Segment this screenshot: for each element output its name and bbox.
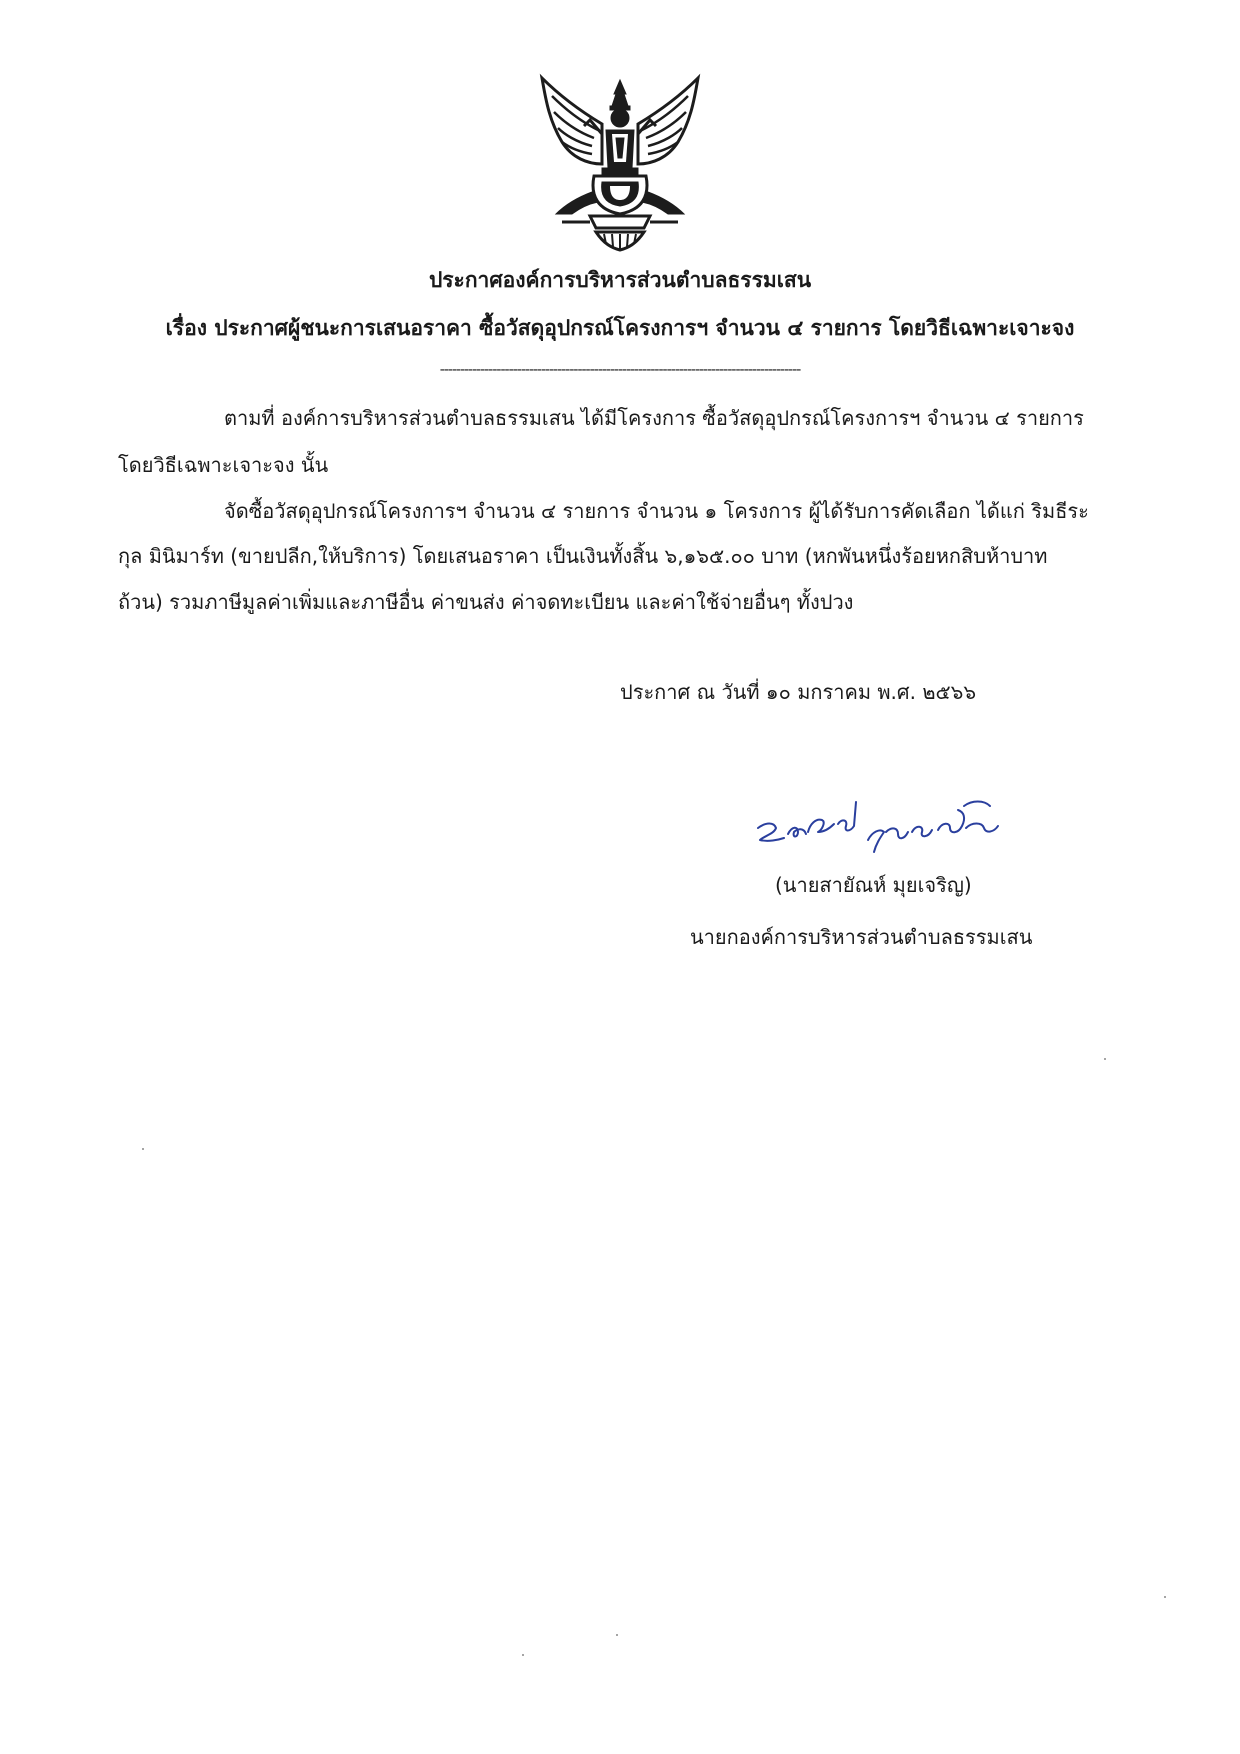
paragraph1-line2: โดยวิธีเฉพาะเจาะจง นั้น	[118, 453, 329, 477]
scan-speck	[522, 1654, 524, 1656]
header-divider: -----------------------------------------------------------------------------------------	[439, 362, 801, 378]
handwritten-signature	[752, 788, 1022, 858]
signer-position: นายกองค์การบริหารส่วนตำบลธรรมเสน	[690, 925, 1033, 949]
scan-speck	[1164, 1596, 1166, 1598]
scan-speck	[1104, 1058, 1106, 1060]
paragraph2-line3: ถ้วน) รวมภาษีมูลค่าเพิ่มและภาษีอื่น ค่าขนส่ง ค่าจดทะเบียน และค่าใช้จ่ายอื่นๆ ทั้งปวง	[118, 590, 854, 614]
scan-speck	[616, 1634, 618, 1636]
announcement-heading: ประกาศองค์การบริหารส่วนตำบลธรรมเสน	[428, 268, 812, 292]
paragraph1-line1: ตามที่ องค์การบริหารส่วนตำบลธรรมเสน ได้มีโครงการ ซื้อวัสดุอุปกรณ์โครงการฯ จำนวน ๔ รายการ	[224, 406, 1084, 430]
paragraph2-line2: กุล มินิมาร์ท (ขายปลีก,ให้บริการ) โดยเสนอราคา เป็นเงินทั้งสิ้น ๖,๑๖๕.๐๐ บาท (หกพันหนึ่งร้อยหกสิบห้าบาท	[118, 544, 1048, 568]
announcement-date: ประกาศ ณ วันที่ ๑๐ มกราคม พ.ศ. ๒๕๖๖	[620, 680, 977, 704]
signer-name: (นายสายัณห์ มุยเจริญ)	[775, 873, 972, 897]
garuda-emblem-icon	[532, 72, 708, 252]
announcement-subject: เรื่อง ประกาศผู้ชนะการเสนอราคา ซื้อวัสดุอุปกรณ์โครงการฯ จำนวน ๔ รายการ โดยวิธีเฉพาะเจาะจง	[165, 316, 1075, 340]
scan-speck	[142, 1148, 144, 1150]
paragraph2-line1: จัดซื้อวัสดุอุปกรณ์โครงการฯ จำนวน ๔ รายการ จำนวน ๑ โครงการ ผู้ได้รับการคัดเลือก ได้แก่ ริมธีระ	[224, 499, 1089, 523]
